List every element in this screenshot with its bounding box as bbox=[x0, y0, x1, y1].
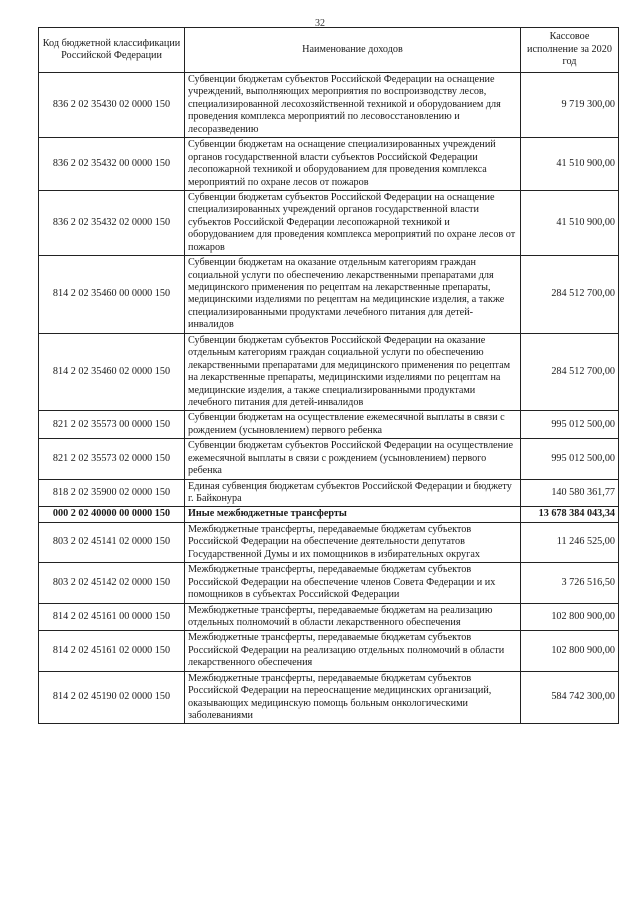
page-number: 32 bbox=[315, 18, 325, 29]
row-code: 803 2 02 45141 02 0000 150 bbox=[39, 522, 185, 562]
row-amount: 102 800 900,00 bbox=[521, 603, 619, 631]
row-amount: 584 742 300,00 bbox=[521, 671, 619, 724]
row-code: 836 2 02 35432 02 0000 150 bbox=[39, 190, 185, 255]
row-amount: 13 678 384 043,34 bbox=[521, 507, 619, 522]
table-row bbox=[39, 73, 619, 138]
row-code: 836 2 02 35432 00 0000 150 bbox=[39, 138, 185, 191]
table-row bbox=[39, 439, 619, 479]
table-row bbox=[39, 631, 619, 671]
row-amount: 102 800 900,00 bbox=[521, 631, 619, 671]
table-row bbox=[39, 333, 619, 411]
row-amount: 9 719 300,00 bbox=[521, 73, 619, 138]
table-row-subtotal bbox=[39, 507, 619, 522]
table-row bbox=[39, 256, 619, 334]
row-name: Субвенции бюджетам субъектов Российской Федерации на осуществление ежемесячной выплаты в связи с рождением (усыновлением) первого ребенка bbox=[185, 439, 521, 479]
row-name: Межбюджетные трансферты, передаваемые бюджетам на реализацию отдельных полномочий в области лекарственного обеспечения bbox=[185, 603, 521, 631]
row-name: Субвенции бюджетам субъектов Российской Федерации на оказание отдельным категориям граждан социальной услуги по обеспечению лекарственными препаратами для медицинского применения по рецептам на лекарственные препараты, медицинскими изделиями по рецептам на медицинские изделия, а также специализированными продуктами лечебного питания для детей-инвалидов bbox=[185, 333, 521, 411]
table-row bbox=[39, 479, 619, 507]
header-code: Код бюджетной классификации Российской Федерации bbox=[39, 28, 185, 73]
row-name: Субвенции бюджетам субъектов Российской Федерации на оснащение учреждений, выполняющих мероприятия по воспроизводству лесов, специализированной лесохозяйственной техникой и оборудованием для проведения комплекса мероприятий по лесовосстановлению и лесоразведению bbox=[185, 73, 521, 138]
row-code: 814 2 02 35460 00 0000 150 bbox=[39, 256, 185, 334]
row-code: 818 2 02 35900 02 0000 150 bbox=[39, 479, 185, 507]
row-name: Субвенции бюджетам на оказание отдельным категориям граждан социальной услуги по обеспечению лекарственными препаратами для медицинского применения по рецептам на лекарственные препараты, медицинскими изделиями по рецептам на медицинские изделия, а также специализированными продуктами лечебного питания для детей-инвалидов bbox=[185, 256, 521, 334]
row-amount: 3 726 516,50 bbox=[521, 563, 619, 603]
row-name: Межбюджетные трансферты, передаваемые бюджетам субъектов Российской Федерации на обеспечение членов Совета Федерации и их помощников в субъектах Российской Федерации bbox=[185, 563, 521, 603]
row-name: Субвенции бюджетам субъектов Российской Федерации на оснащение специализированных учреждений органов государственной власти субъектов Российской Федерации лесопожарной техникой и оборудованием для проведения комплекса мероприятий по охране лесов от пожаров bbox=[185, 190, 521, 255]
row-amount: 284 512 700,00 bbox=[521, 333, 619, 411]
row-amount: 41 510 900,00 bbox=[521, 138, 619, 191]
row-code: 814 2 02 35460 02 0000 150 bbox=[39, 333, 185, 411]
row-code: 000 2 02 40000 00 0000 150 bbox=[39, 507, 185, 522]
row-name: Межбюджетные трансферты, передаваемые бюджетам субъектов Российской Федерации на реализацию отдельных полномочий в области лекарственного обеспечения bbox=[185, 631, 521, 671]
row-name: Субвенции бюджетам на оснащение специализированных учреждений органов государственной власти субъектов Российской Федерации лесопожарной техникой и оборудованием для проведения комплекса мероприятий по охране лесов от пожаров bbox=[185, 138, 521, 191]
table-row bbox=[39, 603, 619, 631]
table-row bbox=[39, 671, 619, 724]
table-row bbox=[39, 411, 619, 439]
row-amount: 995 012 500,00 bbox=[521, 439, 619, 479]
table-header-row bbox=[39, 28, 619, 73]
table-row bbox=[39, 522, 619, 562]
table-row bbox=[39, 190, 619, 255]
row-code: 803 2 02 45142 02 0000 150 bbox=[39, 563, 185, 603]
row-code: 821 2 02 35573 02 0000 150 bbox=[39, 439, 185, 479]
table-row bbox=[39, 138, 619, 191]
table-row bbox=[39, 563, 619, 603]
row-name: Межбюджетные трансферты, передаваемые бюджетам субъектов Российской Федерации на обеспечение деятельности депутатов Государственной Думы и их помощников в избирательных округах bbox=[185, 522, 521, 562]
row-code: 836 2 02 35430 02 0000 150 bbox=[39, 73, 185, 138]
header-amount: Кассовое исполнение за 2020 год bbox=[521, 28, 619, 73]
row-code: 814 2 02 45190 02 0000 150 bbox=[39, 671, 185, 724]
row-code: 814 2 02 45161 02 0000 150 bbox=[39, 631, 185, 671]
row-name: Единая субвенция бюджетам субъектов Российской Федерации и бюджету г. Байконура bbox=[185, 479, 521, 507]
row-code: 814 2 02 45161 00 0000 150 bbox=[39, 603, 185, 631]
row-amount: 11 246 525,00 bbox=[521, 522, 619, 562]
row-name: Иные межбюджетные трансферты bbox=[185, 507, 521, 522]
header-name: Наименование доходов bbox=[185, 28, 521, 73]
row-name: Межбюджетные трансферты, передаваемые бюджетам субъектов Российской Федерации на переоснащение медицинских организаций, оказывающих медицинскую помощь больным онкологическими заболеваниями bbox=[185, 671, 521, 724]
row-amount: 140 580 361,77 bbox=[521, 479, 619, 507]
row-amount: 284 512 700,00 bbox=[521, 256, 619, 334]
row-name: Субвенции бюджетам на осуществление ежемесячной выплаты в связи с рождением (усыновлением) первого ребенка bbox=[185, 411, 521, 439]
row-code: 821 2 02 35573 00 0000 150 bbox=[39, 411, 185, 439]
row-amount: 41 510 900,00 bbox=[521, 190, 619, 255]
revenue-table bbox=[38, 27, 619, 724]
row-amount: 995 012 500,00 bbox=[521, 411, 619, 439]
